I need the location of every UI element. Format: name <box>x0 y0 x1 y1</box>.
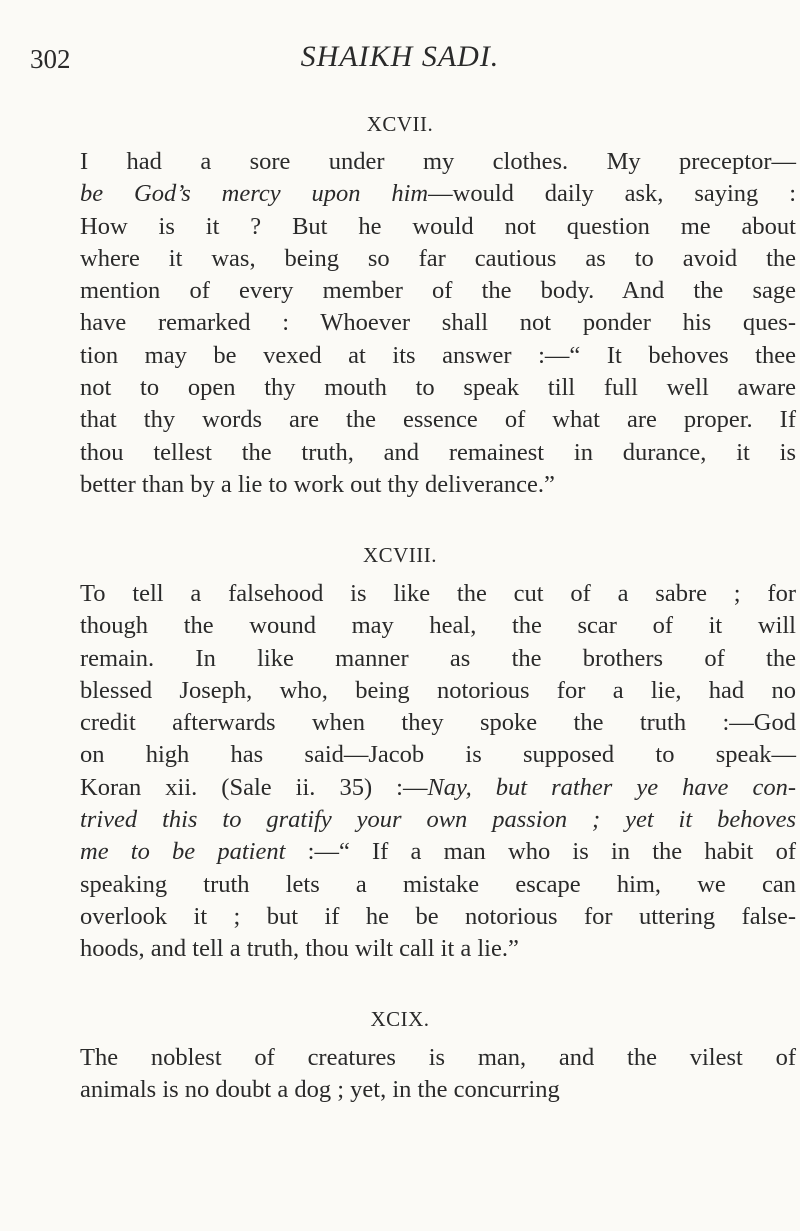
roman-text: that thy words are the essence of what are proper. If <box>80 406 796 434</box>
roman-text: thou tellest the truth, and remainest in durance, it is <box>80 438 796 466</box>
roman-text: tion may be vexed at its answer :—“ It behoves thee <box>80 341 796 369</box>
roman-text: speaking truth lets a mistake escape him, we can <box>80 870 796 898</box>
text-line <box>80 437 796 469</box>
roman-text: :—“ If a man who is in the habit of <box>285 838 796 866</box>
text-line <box>80 836 796 868</box>
roman-text: Koran xii. (Sale ii. 35) :— <box>80 773 428 801</box>
text-line <box>80 1074 796 1106</box>
italic-text: Nay, but rather ye have con- <box>427 773 796 801</box>
text-line <box>80 372 796 404</box>
italic-text: trived this to gratify your own passion ; yet it behoves <box>80 806 796 834</box>
text-line <box>80 340 796 372</box>
roman-text: mention of every member of the body. And the sage <box>80 277 796 305</box>
roman-text: animals is no doubt a dog ; yet, in the concurring <box>80 1076 560 1104</box>
text-line <box>80 739 796 771</box>
italic-text: be God’s mercy upon him <box>80 180 429 208</box>
roman-text: on high has said—Jacob is supposed to speak— <box>80 741 796 769</box>
roman-text: where it was, being so far cautious as to avoid the <box>80 244 796 272</box>
text-line <box>80 901 796 933</box>
roman-text: have remarked : Whoever shall not ponder his ques- <box>80 309 796 337</box>
section-heading-xcviii: XCVIII. <box>362 543 438 567</box>
roman-text: blessed Joseph, who, being notorious for a lie, had no <box>80 676 796 704</box>
roman-text: overlook it ; but if he be notorious for uttering false- <box>80 902 796 930</box>
roman-text: I had a sore under my clothes. My preceptor— <box>80 148 796 175</box>
page-number: 302 <box>30 44 71 74</box>
text-line <box>80 307 796 339</box>
text-line <box>80 1042 796 1074</box>
roman-text: —would daily ask, saying : <box>428 180 796 208</box>
text-line <box>80 211 796 243</box>
text-line <box>80 146 796 178</box>
roman-text: To tell a falsehood is like the cut of a sabre ; for <box>80 580 796 607</box>
roman-text: credit afterwards when they spoke the truth :—God <box>80 709 796 737</box>
text-line <box>80 643 796 675</box>
text-line <box>80 707 796 739</box>
text-line <box>80 610 796 642</box>
text-line <box>80 578 796 610</box>
text-line <box>80 772 796 804</box>
text-line <box>80 469 796 501</box>
running-head: SHAIKH SADI. <box>300 40 500 73</box>
paragraph-xcvii <box>80 146 796 501</box>
paragraph-xcix <box>80 1042 796 1107</box>
text-line <box>80 869 796 901</box>
text-line <box>80 804 796 836</box>
roman-text: How is it ? But he would not question me about <box>80 212 796 240</box>
roman-text: The noblest of creatures is man, and the vilest of <box>80 1044 796 1071</box>
roman-text: though the wound may heal, the scar of it will <box>80 612 796 640</box>
paragraph-xcviii <box>80 578 796 966</box>
section-heading-xcvii: XCVII. <box>366 112 434 136</box>
section-heading-xcix: XCIX. <box>370 1007 430 1031</box>
roman-text: not to open thy mouth to speak till full well aware <box>80 374 796 402</box>
roman-text: hoods, and tell a truth, thou wilt call it a lie.” <box>80 935 519 963</box>
italic-text: me to be patient <box>80 838 286 866</box>
text-line <box>80 275 796 307</box>
text-line <box>80 243 796 275</box>
text-line <box>80 933 796 965</box>
roman-text: remain. In like manner as the brothers of the <box>80 644 796 672</box>
roman-text: better than by a lie to work out thy deliverance.” <box>80 470 555 498</box>
text-line <box>80 178 796 210</box>
text-line <box>80 404 796 436</box>
text-line <box>80 675 796 707</box>
